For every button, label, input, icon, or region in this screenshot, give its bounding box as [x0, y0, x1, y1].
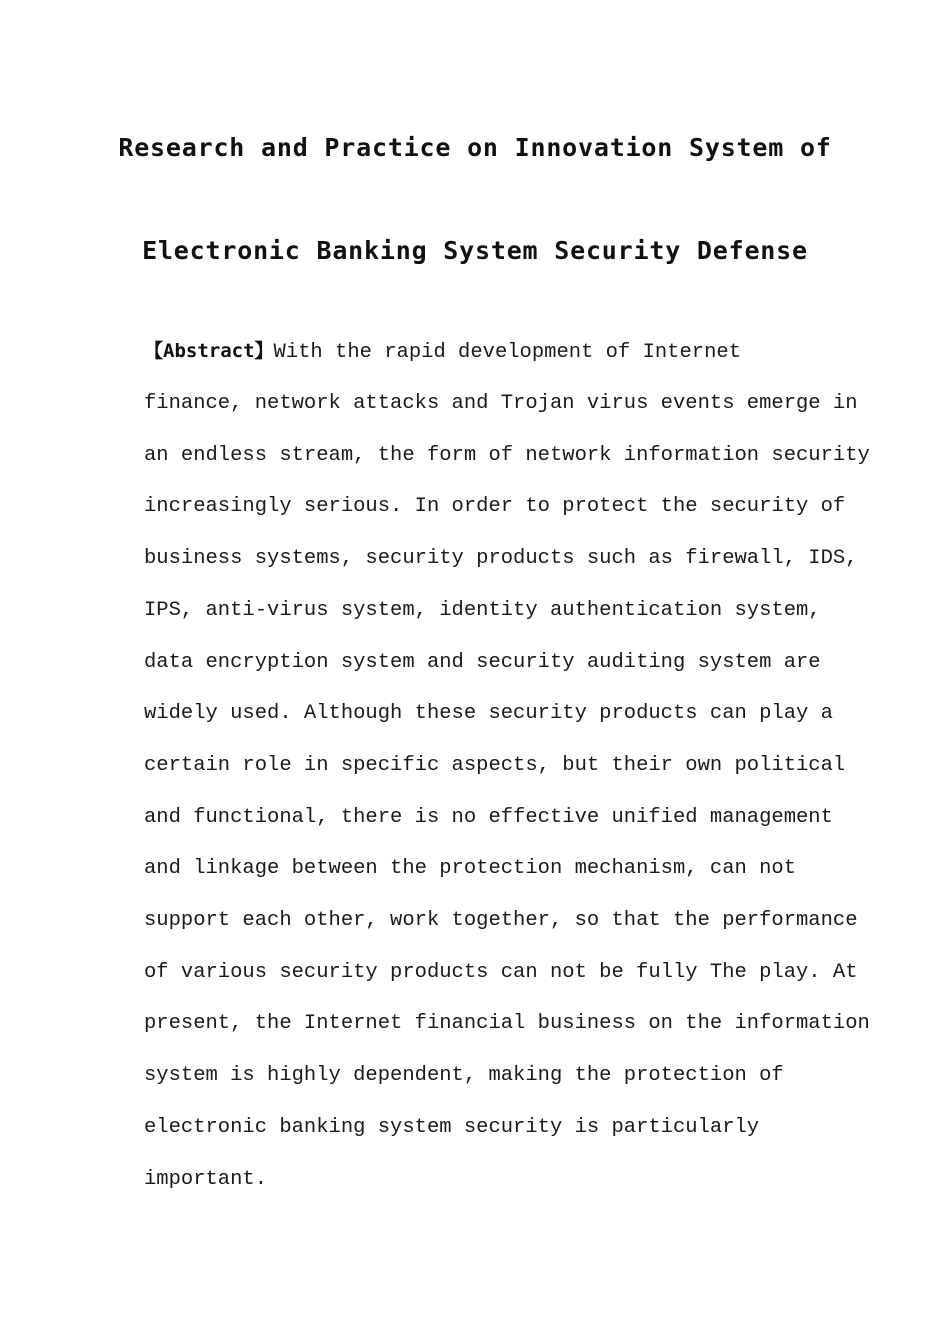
abstract-line: electronic banking system security is particularly	[144, 1116, 760, 1139]
document-title-line-1: Research and Practice on Innovation System of	[118, 133, 832, 162]
abstract-line: finance, network attacks and Trojan virus events emerge in	[144, 392, 858, 415]
abstract-line: present, the Internet financial business on the information	[144, 1012, 870, 1035]
abstract-line: system is highly dependent, making the protection of	[144, 1064, 784, 1087]
abstract-line: important.	[144, 1168, 268, 1191]
abstract-text: With the rapid development of Internet	[273, 341, 741, 364]
abstract-line: data encryption system and security auditing system are	[144, 651, 821, 674]
abstract-line: of various security products can not be fully The play. At	[144, 961, 858, 984]
abstract-line: support each other, work together, so that the performance	[144, 909, 858, 932]
abstract-line: widely used. Although these security products can play a	[144, 702, 833, 725]
abstract-line: and linkage between the protection mechanism, can not	[144, 857, 797, 880]
abstract-line: IPS, anti-virus system, identity authentication system,	[144, 599, 821, 622]
abstract-label: 【Abstract】	[144, 340, 274, 362]
abstract-line: business systems, security products such as firewall, IDS,	[144, 547, 858, 570]
abstract-line: certain role in specific aspects, but their own political	[144, 754, 846, 777]
document-title-line-2: Electronic Banking System Security Defense	[142, 236, 808, 265]
abstract-line: and functional, there is no effective unified management	[144, 806, 833, 829]
abstract-line: an endless stream, the form of network information security	[144, 444, 870, 467]
abstract-line: increasingly serious. In order to protect the security of	[144, 495, 846, 518]
abstract-line	[144, 342, 741, 364]
